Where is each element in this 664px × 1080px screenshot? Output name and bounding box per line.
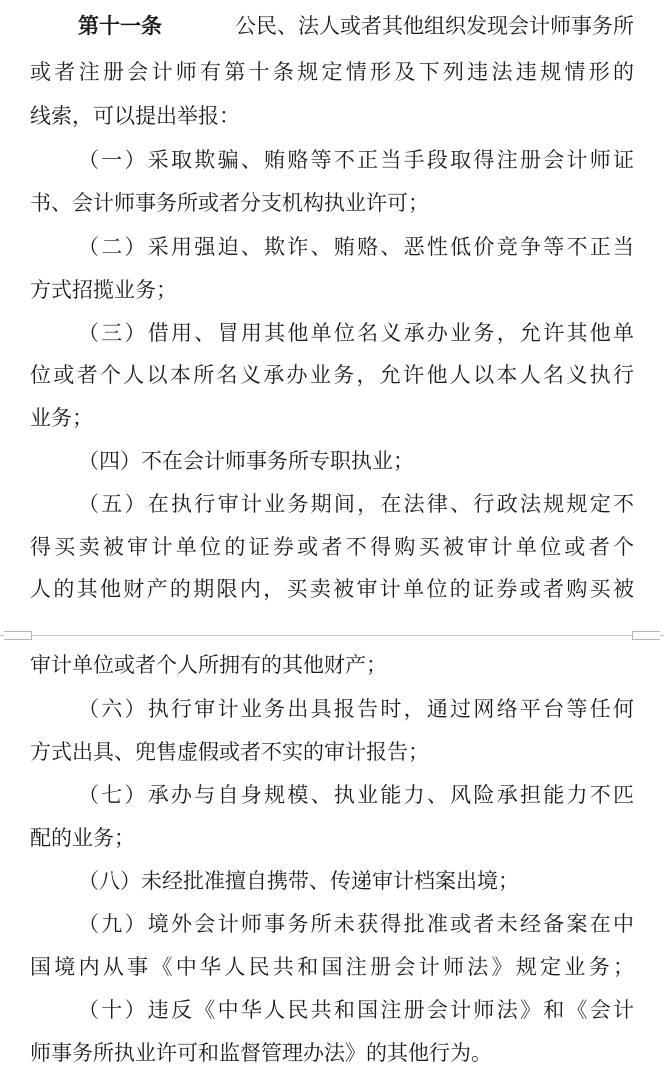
list-item-text: 书、会计师事务所或者分支机构执业许可； [30, 191, 429, 215]
list-item-line [0, 947, 664, 987]
page-corner-mark-right [632, 631, 660, 640]
list-item-line [0, 441, 664, 481]
list-item-line [0, 904, 664, 944]
list-item-text: （一）采取欺骗、贿赂等不正当手段取得注册会计师证 [78, 148, 634, 172]
list-item-line [0, 775, 664, 815]
list-item-line [0, 689, 664, 729]
list-item-text: （六）执行审计业务出具报告时，通过网络平台等任何 [78, 697, 634, 721]
list-item-text: 位或者个人以本所名义承办业务，允许他人以本人名义执行 [30, 363, 634, 387]
list-item-text: （七）承办与自身规模、执业能力、风险承担能力不匹 [78, 783, 634, 807]
list-item-line [0, 313, 664, 353]
list-item-line [0, 270, 664, 310]
list-item-text: 方式出具、兜售虚假或者不实的审计报告； [30, 740, 429, 764]
list-item-text: 配的业务； [30, 826, 135, 850]
list-item-text: 得买卖被审计单位的证券或者不得购买被审计单位或者个 [30, 535, 634, 559]
list-item-line [0, 569, 664, 609]
article-text-line-container [0, 52, 664, 92]
list-item-line [0, 398, 664, 438]
page-corner-mark-left [4, 631, 32, 640]
article-heading: 第十一条 [78, 14, 162, 38]
list-item-line [0, 990, 664, 1030]
list-item-line [0, 227, 664, 267]
article-text-line-container [0, 96, 664, 136]
page-break-rule [0, 635, 664, 636]
list-item-text: （九）境外会计师事务所未获得批准或者未经备案在中 [78, 912, 634, 936]
list-item-line [0, 527, 664, 567]
list-item-line [0, 183, 664, 223]
list-item-text: （五）在执行审计业务期间，在法律、行政法规规定不 [78, 492, 634, 516]
list-item-text: 业务； [30, 406, 93, 430]
article-text-line: 公民、法人或者其他组织发现会计师事务所 [235, 14, 634, 38]
list-item-text: （十）违反《中华人民共和国注册会计师法》和《会计 [78, 998, 634, 1022]
list-item-line [0, 355, 664, 395]
list-item-text: 国境内从事《中华人民共和国注册会计师法》规定业务； [30, 955, 634, 979]
list-item-text: （三）借用、冒用其他单位名义承办业务，允许其他单 [78, 321, 634, 345]
list-item-line [0, 732, 664, 772]
list-item-text: （二）采用强迫、欺诈、贿赂、恶性低价竞争等不正当 [78, 235, 634, 259]
list-item-line [0, 818, 664, 858]
list-item-line [0, 645, 664, 685]
list-item-text: （八）未经批准擅自携带、传递审计档案出境； [78, 869, 519, 893]
list-item-line [0, 140, 664, 180]
list-item-line [0, 861, 664, 901]
continuation-text: 审计单位或者个人所拥有的其他财产； [30, 653, 387, 677]
article-text-line: 线索，可以提出举报： [30, 104, 240, 128]
list-item-text: 方式招揽业务； [30, 278, 177, 302]
list-item-text: （四）不在会计师事务所专职执业； [78, 449, 414, 473]
list-item-text: 师事务所执业许可和监督管理办法》的其他行为。 [30, 1041, 492, 1065]
article-text-line: 或者注册会计师有第十条规定情形及下列违法违规情形的 [30, 60, 634, 84]
list-item-line [0, 484, 664, 524]
article-first-line [0, 6, 664, 46]
list-item-line [0, 1033, 664, 1073]
list-item-text: 人的其他财产的期限内，买卖被审计单位的证券或者购买被 [30, 577, 634, 601]
